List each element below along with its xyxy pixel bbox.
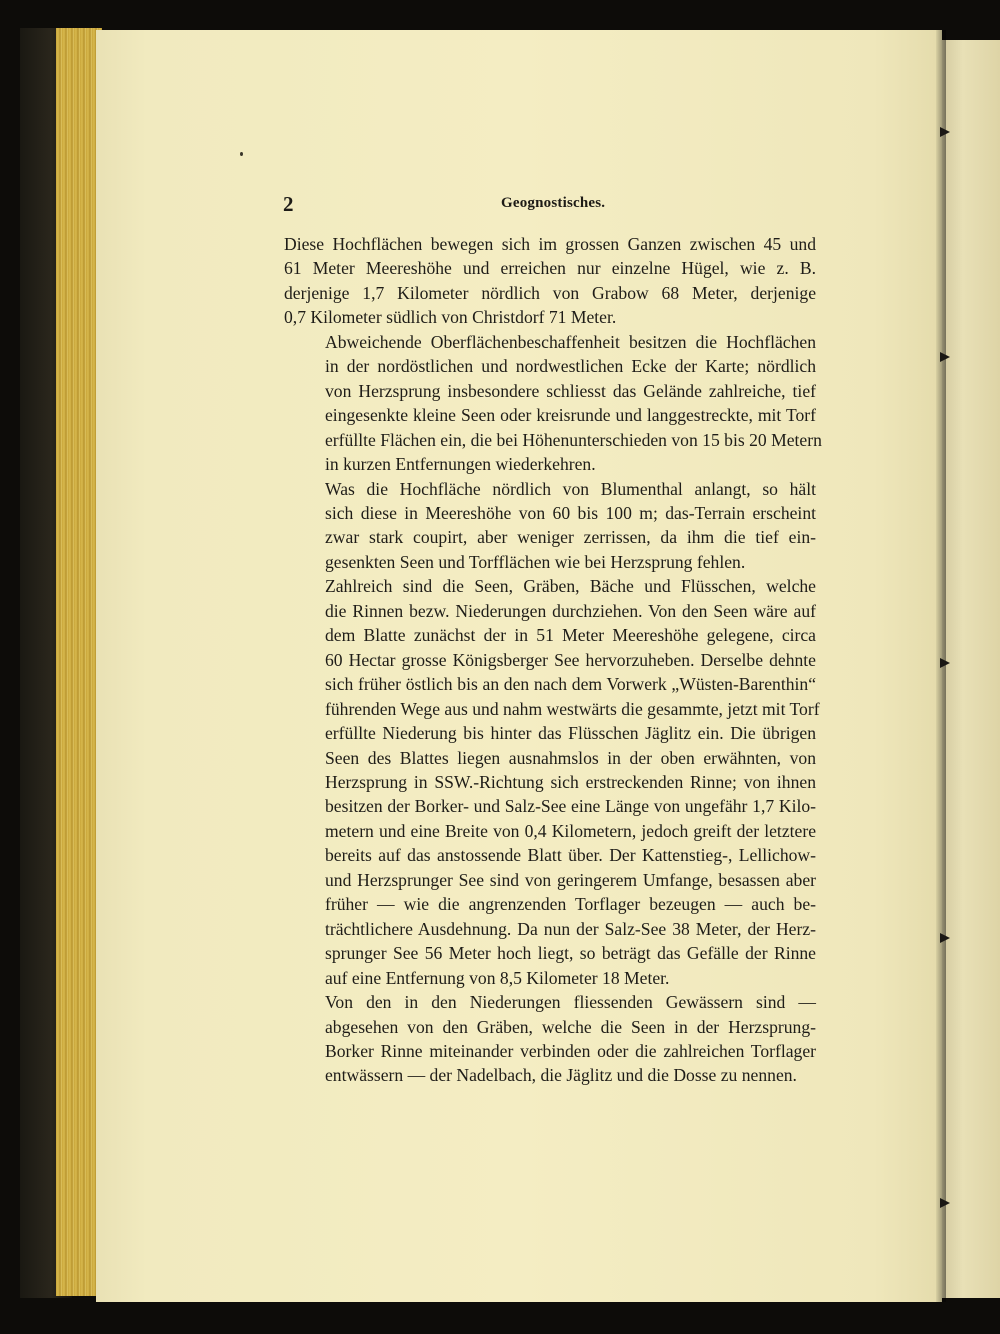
text-line: in kurzen Entfernungen wiederkehren. [325, 454, 596, 475]
text-line: 0,7 Kilometer südlich von Christdorf 71 Meter. [284, 307, 617, 328]
tab-marker [940, 933, 950, 943]
tab-marker [940, 1198, 950, 1208]
text-line: Herzsprung in SSW.-Richtung sich erstreckenden Rinne; von ihnen [325, 771, 816, 792]
text-line: entwässern — der Nadelbach, die Jäglitz und die Dosse zu nennen. [325, 1065, 797, 1086]
paragraph [284, 574, 820, 990]
text-line: eingesenkte kleine Seen oder kreisrunde und langgestreckte, mit Torf [325, 405, 816, 426]
text-line: und Herzsprunger See sind von geringerem Umfange, besassen aber [325, 869, 816, 890]
text-line: trächtlichere Ausdehnung. Da nun der Salz-See 38 Meter, der Herz- [325, 918, 816, 939]
text-line: abgesehen von den Gräben, welche die Seen in der Herzsprung- [325, 1016, 816, 1037]
tab-marker [940, 127, 950, 137]
paragraph [284, 477, 816, 575]
text-line: Abweichende Oberflächenbeschaffenheit besitzen die Hochflächen [325, 331, 816, 352]
text-line: erfüllte Flächen ein, die bei Höhenunterschieden von 15 bis 20 Metern [325, 429, 822, 450]
tab-marker [940, 658, 950, 668]
text-line: auf eine Entfernung von 8,5 Kilometer 18 Meter. [325, 967, 670, 988]
text-line: besitzen der Borker- und Salz-See eine Länge von ungefähr 1,7 Kilo- [325, 796, 816, 817]
paragraph [284, 330, 822, 477]
facing-page-edge [938, 40, 1000, 1298]
text-line: Zahlreich sind die Seen, Gräben, Bäche und Flüsschen, welche [325, 576, 816, 597]
text-line: zwar stark coupirt, aber weniger zerrissen, da ihm die tief ein- [325, 527, 816, 548]
text-line: bereits auf das anstossende Blatt über. Der Kattenstieg-, Lellichow- [325, 845, 816, 866]
text-line: 60 Hectar grosse Königsberger See hervorzuheben. Derselbe dehnte [325, 649, 816, 670]
text-line: sich diese in Meereshöhe von 60 bis 100 m; das-Terrain erscheint [325, 502, 816, 523]
text-line: Was die Hochfläche nördlich von Blumenthal anlangt, so hält [325, 478, 816, 499]
text-line: metern und eine Breite von 0,4 Kilometern, jedoch greift der letztere [325, 820, 816, 841]
text-line: dem Blatte zunächst der in 51 Meter Meereshöhe gelegene, circa [325, 625, 816, 646]
text-line: erfüllte Niederung bis hinter das Flüsschen Jäglitz ein. Die übrigen [325, 723, 816, 744]
running-title: Geognostisches. [501, 195, 606, 211]
text-line: führenden Wege aus und nahm westwärts die gesammte, jetzt mit Torf [325, 698, 820, 719]
text-line: in der nordöstlichen und nordwestlichen Ecke der Karte; nördlich [325, 356, 816, 377]
text-line: Seen des Blattes liegen ausnahmslos in der oben erwähnten, von [325, 747, 816, 768]
text-line: früher — wie die angrenzenden Torflager bezeugen — auch be- [325, 894, 816, 915]
page-number: 2 [283, 192, 294, 216]
text-line: 61 Meter Meereshöhe und erreichen nur einzelne Hügel, wie z. B. [284, 258, 816, 279]
text-line: sprunger See 56 Meter hoch liegt, so beträgt das Gefälle der Rinne [325, 943, 816, 964]
paper-speck [240, 152, 243, 156]
text-line: Diese Hochflächen bewegen sich im grossen Ganzen zwischen 45 und [284, 234, 816, 254]
text-line: gesenkten Seen und Torfflächen wie bei Herzsprung fehlen. [325, 551, 746, 572]
text-line: von Herzsprung insbesondere schliesst das Gelände zahlreiche, tief [325, 380, 816, 401]
body-text [284, 232, 822, 1088]
text-line: Von den in den Niederungen fliessenden Gewässern sind — [325, 992, 816, 1013]
page-header [283, 190, 818, 220]
text-line: Borker Rinne miteinander verbinden oder die zahlreichen Torflager [325, 1040, 816, 1061]
paragraph [284, 232, 816, 330]
text-line: die Rinnen bezw. Niederungen durchziehen. Von den Seen wäre auf [325, 600, 816, 621]
text-line: sich früher östlich bis an den nach dem Vorwerk „Wüsten-Barenthin“ [325, 674, 816, 695]
paragraph [284, 990, 816, 1088]
text-line: derjenige 1,7 Kilometer nördlich von Grabow 68 Meter, derjenige [284, 282, 816, 303]
tab-marker [940, 352, 950, 362]
